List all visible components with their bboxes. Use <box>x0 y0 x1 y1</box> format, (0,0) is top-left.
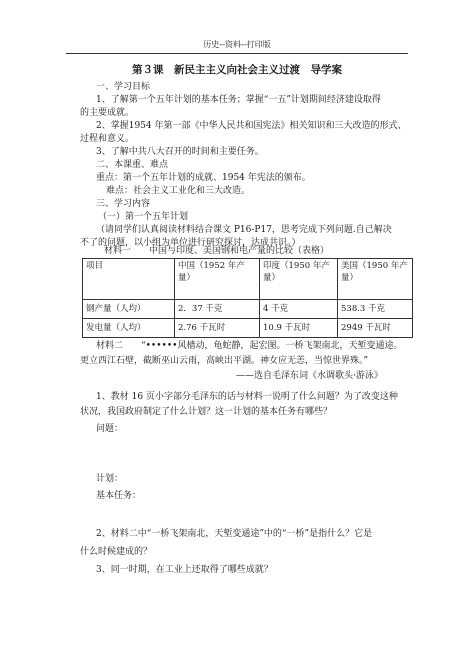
table-header-cell: 项目 <box>83 259 175 300</box>
table-header-cell: 美国（1950 年产量） <box>338 259 413 300</box>
question-2-line1: 2、材料二中“一桥飞架南北，天堑变通途”中的“一桥”是指什么？它是 <box>96 529 373 539</box>
content-intro-line2: 不了的问题，以小组为单位进行研究探讨，达成共识。） <box>80 238 301 248</box>
material2-source: ——选自毛泽东词《水调歌头·游泳》 <box>236 371 383 381</box>
question-1-line2: 状况，我国政府制定了什么计划？这一计划的基本任务有哪些？ <box>80 407 333 417</box>
material2-line2: 更立西江石壁，截断巫山云雨，高峡出平湖。神女应无恙，当惊世界殊。” <box>80 356 369 366</box>
table-cell: 10.9 千瓦时 <box>260 319 338 338</box>
answer-plan-label: 计划： <box>96 474 124 484</box>
page-header: 历史--资料--打印版 <box>203 40 271 49</box>
objective-1-line1: 1、了解第一个五年计划的基本任务；掌握“一五”计划期间经济建设取得 <box>96 95 381 105</box>
material2-line1: 材料二 “••••••风樯动，龟蛇静，起宏图。一桥飞架南北，天堑变通途。 <box>96 341 403 351</box>
key-focus: 重点：第一个五年计划的成就、1954 年宪法的颁布。 <box>96 173 311 183</box>
table-row <box>83 319 413 338</box>
table-cell: 2．37 千克 <box>175 300 260 319</box>
table-cell: 2.76 千瓦时 <box>175 319 260 338</box>
objective-2-line1: 2、掌握1954 年第一部《中华人民共和国宪法》相关知识和三大改造的形式、 <box>96 121 407 131</box>
section-content-heading: 三、学习内容 <box>96 199 151 209</box>
content-subheading: （一）第一个五年计划 <box>98 212 189 222</box>
material1-caption: 材料一 中国与印度、美国钢和电产量的比较（表格） <box>104 246 330 256</box>
answer-problem-label: 问题： <box>96 424 124 434</box>
table-cell: 钢产量（人均） <box>83 300 175 319</box>
objective-3: 3、了解中共八大召开的时间和主要任务。 <box>96 147 264 157</box>
key-difficulty: 难点：社会主义工业化和三大改造。 <box>106 186 251 196</box>
table-header-cell: 中国（1952 年产量） <box>175 259 260 300</box>
table-row <box>83 300 413 319</box>
section-objectives-heading: 一、学习目标 <box>96 82 151 92</box>
content-intro-line1: （请同学们认真阅读材料结合课文 P16-P17，思考完成下列问题.自己解决 <box>96 225 392 235</box>
table-cell: 发电量（人均） <box>83 319 175 338</box>
comparison-table <box>82 258 413 338</box>
header-divider <box>66 53 408 54</box>
question-2-line2: 什么时候建成的？ <box>80 547 153 557</box>
table-header-row <box>83 259 413 300</box>
table-cell: 538.3 千克 <box>338 300 413 319</box>
section-keypoints-heading: 二、本课重、难点 <box>96 160 169 170</box>
document-title: 第３课 新民主主义向社会主义过渡 导学案 <box>132 64 342 76</box>
answer-task-label: 基本任务： <box>96 491 142 501</box>
table-cell: 4 千克 <box>260 300 338 319</box>
question-3: 3、同一时期，在工业上还取得了哪些成就？ <box>96 565 273 575</box>
objective-1-line2: 的主要成就。 <box>80 108 135 118</box>
table-header-cell: 印度（1950 年产量） <box>260 259 338 300</box>
objective-2-line2: 过程和意义。 <box>80 134 135 144</box>
table-cell: 2949 千瓦时 <box>338 319 413 338</box>
question-1-line1: 1、教材 16 页小字部分毛泽东的话与材料一说明了什么问题？为了改变这种 <box>96 392 398 402</box>
